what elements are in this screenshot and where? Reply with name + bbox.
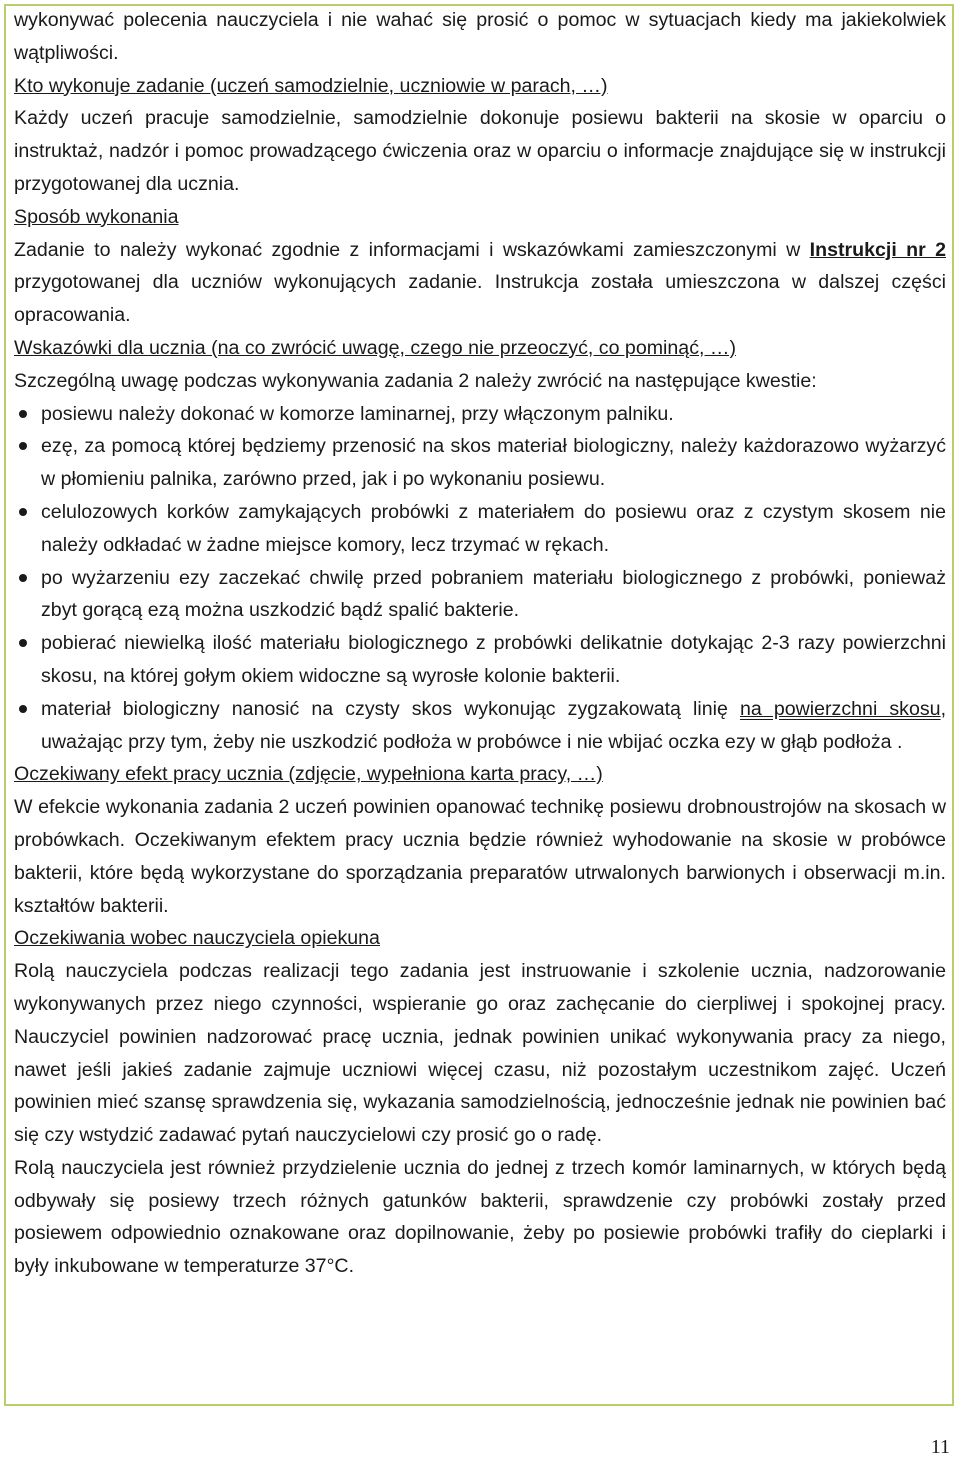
bullet-icon <box>19 574 27 582</box>
instruction-reference: Instrukcji nr 2 <box>809 238 946 261</box>
list-item <box>14 562 946 628</box>
list-item <box>14 398 946 431</box>
bullet-icon <box>19 705 27 713</box>
heading-who: Kto wykonuje zadanie (uczeń samodzielnie, uczniowie w parach, …) <box>14 74 608 97</box>
list-item-text: pobierać niewielką ilość materiału biologicznego z probówki delikatnie dotykając 2-3 razy powierzchni skosu, na której gołym okiem widoczne są wyrosłe kolonie bakterii. <box>41 632 946 687</box>
page-number: 11 <box>930 1436 950 1458</box>
list-item-text: po wyżarzeniu ezy zaczekać chwilę przed pobraniem materiału biologicznego z probówki, ponieważ zbyt gorącą ezą można uszkodzić bądź spalić bakterie. <box>41 566 946 622</box>
list-item-text: ezę, za pomocą której będziemy przenosić na skos materiał biologiczny, należy każdorazowo wyżarzyć w płomieniu palnika, zarówno przed, jak i po wykonaniu posiewu. <box>41 435 946 491</box>
bullet6-text-a: materiał biologiczny nanosić na czysty skos wykonując zygzakowatą linię <box>41 697 740 720</box>
list-item-text: posiewu należy dokonać w komorze laminarnej, przy włączonym palniku. <box>41 402 674 425</box>
method-text-b: przygotowanej dla uczniów wykonujących zadanie. Instrukcja została umieszczona w dalszej części opracowania. <box>14 271 946 327</box>
list-item <box>14 693 946 759</box>
heading-expected-result: Oczekiwany efekt pracy ucznia (zdjęcie, wypełniona karta pracy, …) <box>14 763 603 786</box>
paragraph-teacher-role-1: Rolą nauczyciela podczas realizacji tego zadania jest instruowanie i szkolenie ucznia, nadzorowanie wykonywanych przez niego czynności, wspieranie go oraz zachęcanie do cierpliwej i spokojnej pracy. Nauczyciel powinien nadzorować pracę ucznia, jednak powinien unikać wykonywania pracy za niego, nawet jeśli jakieś zadanie zajmuje uczniowi więcej czasu, niż pozostałym uczestnikom zajęć. Uczeń powinien mieć szansę sprawdzenia się, wykazania samodzielnością, jednocześnie jednak nie powinien bać się czy wstydzić zadawać pytań nauczycielowi czy prosić go o radę. <box>14 960 946 1147</box>
bullet6-text-b: , uważając przy tym, żeby nie uszkodzić podłoża w probówce i nie wbijać oczka ezy w głąb podłoża . <box>41 697 947 753</box>
bullet-icon <box>19 442 27 450</box>
bullet-icon <box>19 410 27 418</box>
bullet-icon <box>19 508 27 516</box>
paragraph-teacher-role-2: Rolą nauczyciela jest również przydzielenie ucznia do jednej z trzech komór laminarnych, w których będą odbywały się posiewy trzech różnych gatunków bakterii, sprawdzenie czy probówki zostały przed posiewem odpowiednio oznakowane oraz dopilnowanie, żeby po posiewie probówki trafiły do cieplarki i były inkubowane w temperaturze 37°C. <box>14 1156 946 1278</box>
list-item-text: celulozowych korków zamykających probówki z materiałem do posiewu oraz z czystym skosem nie należy odkładać w żadne miejsce komory, lecz trzymać w rękach. <box>41 500 946 556</box>
paragraph-intro: wykonywać polecenia nauczyciela i nie wahać się prosić o pomoc w sytuacjach kiedy ma jakiekolwiek wątpliwości. <box>14 9 946 64</box>
tips-list <box>14 398 946 759</box>
method-text-a: Zadanie to należy wykonać zgodnie z informacjami i wskazówkami zamieszczonymi w <box>14 238 810 261</box>
list-item <box>14 496 946 562</box>
list-item <box>14 627 946 693</box>
bullet6-underlined: na powierzchni skosu <box>739 697 941 720</box>
heading-teacher-expectations: Oczekiwania wobec nauczyciela opiekuna <box>14 927 380 950</box>
paragraph-tips: Szczególną uwagę podczas wykonywania zadania 2 należy zwrócić na następujące kwestie: <box>14 369 817 392</box>
list-item <box>14 430 946 496</box>
heading-tips: Wskazówki dla ucznia (na co zwrócić uwagę, czego nie przeoczyć, co pominąć, …) <box>14 336 736 359</box>
paragraph-method <box>14 234 946 332</box>
paragraph-expected-result: W efekcie wykonania zadania 2 uczeń powinien opanować technikę posiewu drobnoustrojów na skosach w probówkach. Oczekiwanym efektem pracy ucznia będzie również wyhodowanie na skosie w probówce bakterii, które będą wykorzystane do sporządzania preparatów utrwalonych barwionych i obserwacji m.in. kształtów bakterii. <box>14 796 946 917</box>
paragraph-who: Każdy uczeń pracuje samodzielnie, samodzielnie dokonuje posiewu bakterii na skosie w oparciu o instruktaż, nadzór i pomoc prowadzącego ćwiczenia oraz w oparciu o informacje znajdujące się w instrukcji przygotowanej dla ucznia. <box>14 107 946 195</box>
document-body <box>14 4 946 1283</box>
heading-method: Sposób wykonania <box>14 205 179 228</box>
bullet-icon <box>19 639 27 647</box>
